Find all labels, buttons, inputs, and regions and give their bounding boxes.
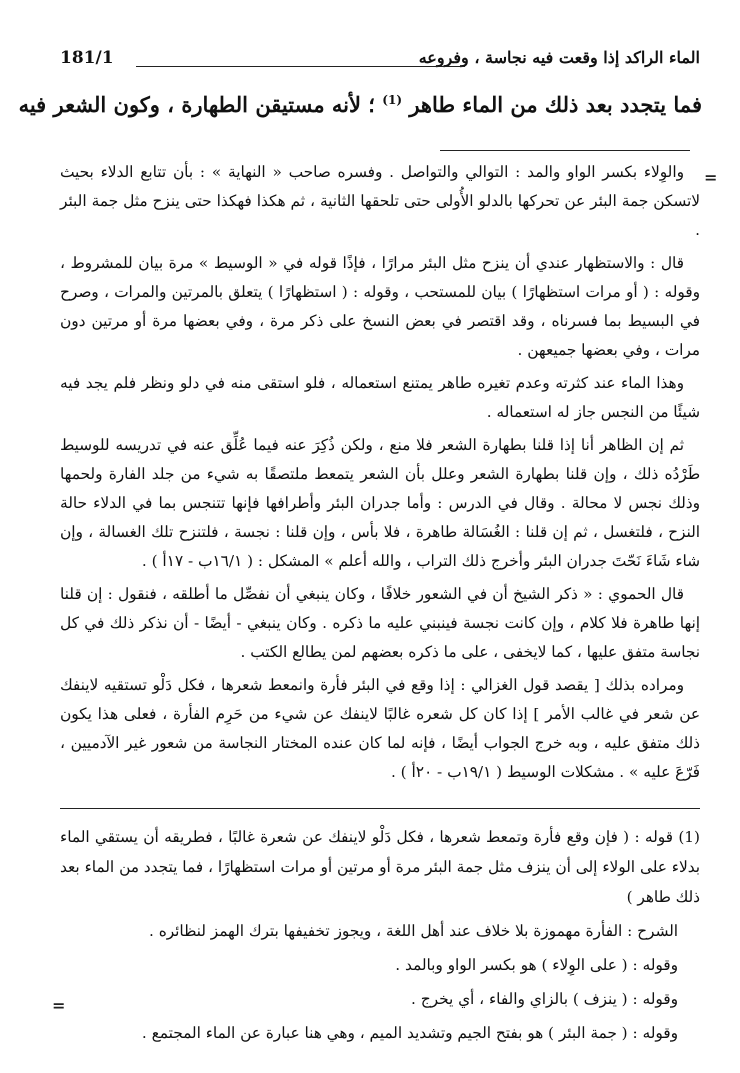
commentary-paragraph: والوِلاء بكسر الواو والمد : التوالي والتواصل . وفسره صاحب « النهاية » : بأن تتابع الدلاء بحيث لاتسكن جمة البئر عن تحركها بالدلو الأُولى حتى تلحقها الثانية ، ثم هكذا فهكذا حتى ينزح مثل جمة البئر .: [60, 163, 700, 239]
main-text-rule: [440, 150, 690, 151]
margin-mark-top: =: [704, 168, 718, 187]
main-text-before-note: فما يتجدد بعد ذلك من الماء طاهر: [409, 92, 702, 117]
commentary-paragraph: قال : والاستظهار عندي أن ينزح مثل البئر مرارًا ، فإذًا قوله في « الوسيط » مرة بيان للمشروط ، وقوله : ( أو مرات استظهارًا ) بيان للمستحب ، وقوله : ( استظهارًا ) يتعلق بالمرتين والمرات ، وصرح في البسيط بما فسرناه ، وقد اقتصر في بعض النسخ على ذكر مرة ، وفي بعضها مرة أو مرتين دون مرات ، وفي بعضها جميعهن .: [60, 254, 700, 359]
footnote-item: (1) قوله : ( فإن وقع فأرة وتمعط شعرها ، فكل دَلْو لاينفك عن شعرة غالبًا ، فطريقه أن يستقي الماء بدلاء على الولاء إلى أن ينزف مثل جمة البئر مرة أو مرتين أو مرات استظهارًا ، فما يتجدد من الماء بعد ذلك طاهر ): [60, 828, 700, 906]
main-text-after-note: ؛ لأنه مستيقن الطهارة ، وكون الشعر فيه: [18, 92, 375, 117]
footnote-item: وقوله : ( ينزف ) بالزاي والفاء ، أي يخرج .: [411, 990, 678, 1008]
main-text: [18, 92, 702, 117]
footnote-item: الشرح : الفأرة مهموزة بلا خلاف عند أهل اللغة ، ويجوز تخفيفها بترك الهمز لنظائره .: [148, 922, 678, 940]
page-number: 181/1: [60, 48, 114, 68]
commentary-paragraph: ومراده بذلك [ يقصد قول الغزالي : إذا وقع في البئر فأرة وانمعط شعرها ، فكل دَلْو تستقيه لاينفك عن شعر في غالب الأمر ] إذا كان كل شعره غالبًا لاينفك عن شيء من حَرِم الفأرة ، فعلى هذا يكون ذلك متفق عليه ، وبه خرج الجواب أيضًا ، فإنه لما كان عنده المختار النجاسة من شعور غير الآدميين ، فَرّعَ عليه » . مشكلات الوسيط ( ١٩/١ب - ٢٠أ ) .: [60, 676, 700, 781]
footnote-item: وقوله : ( جمة البئر ) هو بفتح الجيم وتشديد الميم ، وهي هنا عبارة عن الماء المجتمع .: [141, 1024, 678, 1042]
commentary-paragraph: ثم إن الظاهر أنا إذا قلنا بطهارة الشعر فلا منع ، ولكن ذُكِرَ عنه فيما عُلِّق عنه في تدريسه للوسيط طَرْدُه ذلك ، وإن قلنا بطهارة الشعر وعلل بأن الشعر يتمعط ملتصقًا به شيء من جلد الفارة ولحمها وذلك نجس لا محالة . وقال في الدرس : وأما جدران البئر وأطرافها فإنها تتنجس بما في الدلاء حالة النزح ، فلتغسل ، ثم إن قلنا : الغُسَالة طاهرة ، فلا بأس ، وإن قلنا : نجسة ، فلتنزح تلك الغسالة ، وإن شاء شَاءَ نَحّتَ جدران البئر وأخرج ذلك التراب ، والله أعلم » المشكل : ( ١٦/١ب - ١٧أ ) .: [60, 436, 700, 570]
running-title: الماء الراكد إذا وقعت فيه نجاسة ، وفروعه: [418, 48, 700, 67]
commentary-paragraph: وهذا الماء عند كثرته وعدم تغيره طاهر يمتنع استعماله ، فلو استقى منه في دلو ونظر فلم يجد فيه شيئًا من النجس جاز له استعماله .: [60, 374, 700, 421]
footnotes-section: [60, 822, 700, 1052]
footnote-reference[interactable]: (1): [382, 93, 403, 107]
commentary-paragraph: قال الحموي : « ذكر الشيخ أن في الشعور خلافًا ، وكان ينبغي أن نفصِّل ما أطلقه ، فنقول : إن قلنا إنها طاهرة فلا كلام ، وإن كانت نجسة فينبني عليه ما ذكره . وكان ينبغي - أيضًا - أن نذكر ذلك في كل نجاسة متفق عليها ، كما لايخفى ، على ما ذكره بعضهم لمن يطالع الكتب .: [60, 585, 700, 661]
footnote-separator: [60, 808, 700, 809]
margin-mark-bottom: =: [52, 996, 66, 1015]
commentary-section: [60, 158, 700, 791]
header-rule: [136, 66, 465, 67]
page-header: [60, 48, 700, 76]
footnote-item: وقوله : ( على الوِلاء ) هو بكسر الواو وبالمد .: [395, 956, 678, 974]
